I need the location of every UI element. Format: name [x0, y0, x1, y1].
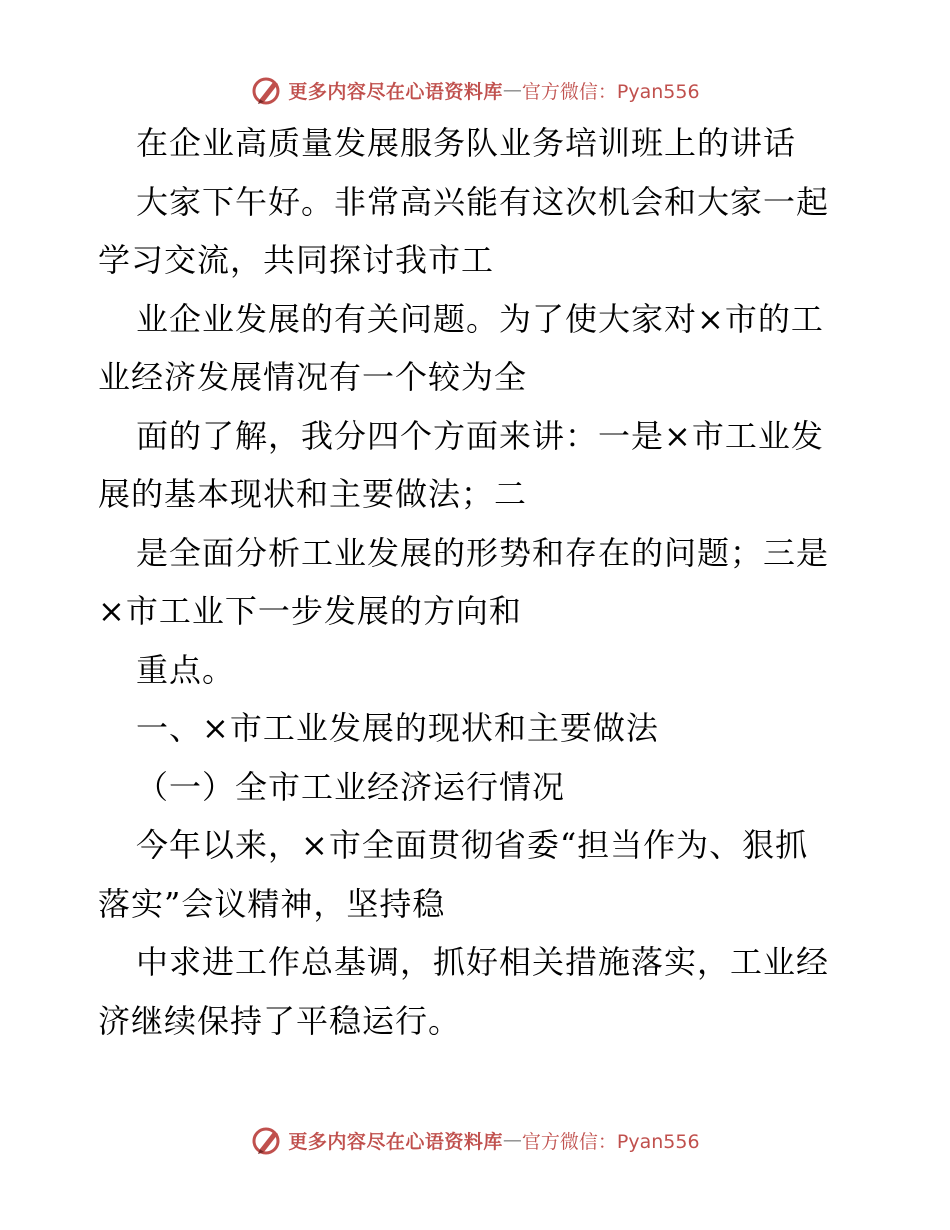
paragraph-line: 面的了解，我分四个方面来讲：一是×市工业发: [136, 416, 824, 455]
pen-logo-icon: [250, 73, 284, 107]
wechat-text: 官方微信：Pyan556: [521, 80, 700, 103]
paragraph-line: 业企业发展的有关问题。为了使大家对×市的工: [136, 299, 824, 338]
footer-banner: [0, 1122, 950, 1158]
paragraph-line: 展的基本现状和主要做法；二: [98, 475, 528, 513]
header-banner: [0, 72, 950, 108]
paragraph-line: 济继续保持了平稳运行。: [98, 1001, 462, 1040]
wechat-text: 官方微信：Pyan556: [521, 1130, 700, 1153]
pen-logo-icon: [250, 1123, 284, 1157]
paragraph-line: 是全面分析工业发展的形势和存在的问题；三是: [136, 533, 830, 572]
paragraph-line: 落实”会议精神，坚持稳: [98, 884, 446, 923]
section-heading: 一、×市工业发展的现状和主要做法: [136, 709, 659, 747]
paragraph-line: 业经济发展情况有一个较为全: [98, 358, 528, 396]
paragraph-line: 重点。: [136, 650, 236, 689]
document-body: [98, 114, 858, 1050]
banner-separator: —: [502, 1129, 522, 1151]
document-title: 在企业高质量发展服务队业务培训班上的讲话: [136, 124, 797, 162]
paragraph-line: 大家下午好。非常高兴能有这次机会和大家一起: [136, 182, 830, 221]
subsection-heading: （一）全市工业经济运行情况: [136, 767, 566, 806]
paragraph-line: 学习交流，共同探讨我市工: [98, 241, 495, 279]
promo-text: 更多内容尽在心语资料库: [288, 80, 503, 103]
banner-separator: —: [502, 79, 522, 101]
paragraph-line: ×市工业下一步发展的方向和: [98, 592, 522, 630]
paragraph-line: 今年以来，×市全面贯彻省委“担当作为、狠抓: [136, 826, 809, 864]
paragraph-line: 中求进工作总基调，抓好相关措施落实，工业经: [136, 943, 830, 981]
promo-text: 更多内容尽在心语资料库: [288, 1130, 503, 1153]
